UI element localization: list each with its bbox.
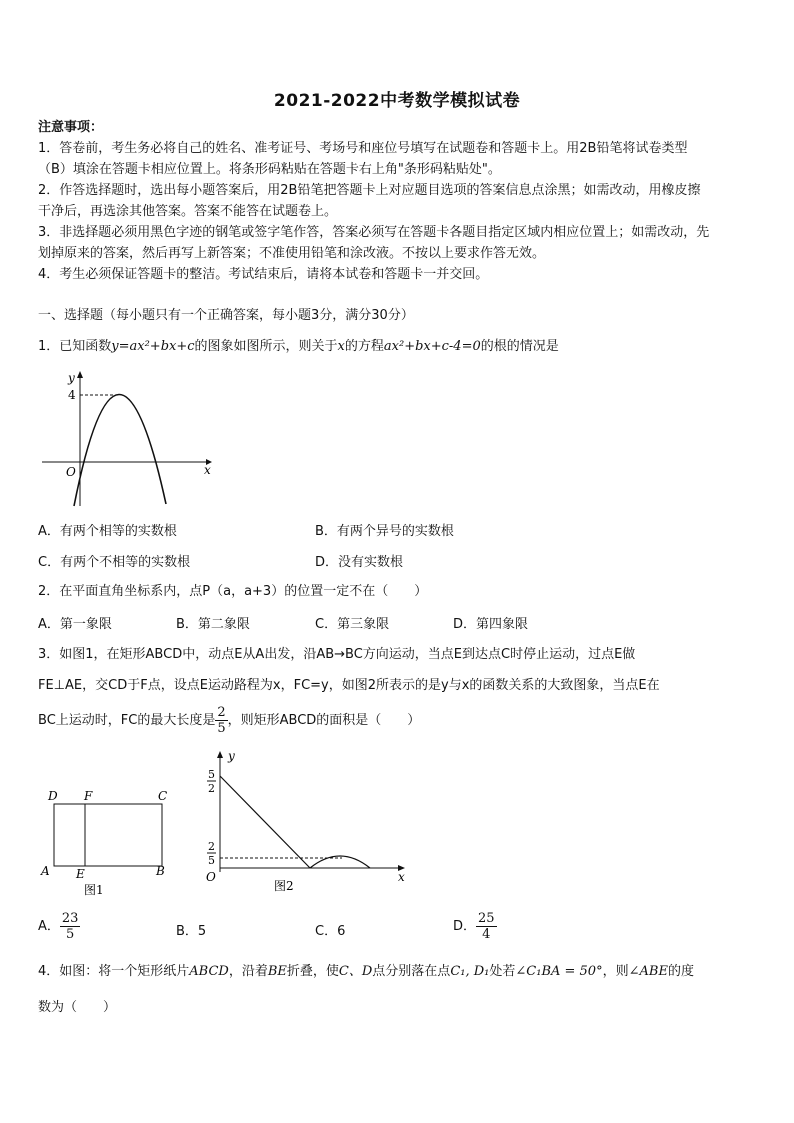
q3-label-a: A bbox=[41, 864, 50, 878]
notice-line-5: 3．非选择题必须用黑色字迹的钢笔或签字笔作答，答案必须写在答题卡各题目指定区域内相应位置上；如需改动，先 bbox=[38, 225, 710, 240]
q3-text-a: BC上运动时，FC的最大长度是 bbox=[38, 713, 216, 728]
q2-option-b[interactable]: B．第二象限 bbox=[176, 617, 250, 632]
q2-option-c[interactable]: C．第三象限 bbox=[315, 617, 390, 632]
question-3-line-2: FE⊥AE，交CD于F点，设点E运动路程为x，FC=y，如图2所表示的是y与x的函数关系的大致图象，当点E在 bbox=[38, 678, 660, 693]
q4-text-a: 4．如图：将一个矩形纸片 bbox=[38, 964, 190, 979]
q1-origin: O bbox=[66, 465, 76, 479]
q1-y-label: y bbox=[68, 371, 75, 385]
q1-tick-4: 4 bbox=[68, 388, 76, 402]
notice-line-3: 2．作答选择题时，选出每小题答案后，用2B铅笔把答题卡上对应题目选项的答案信息点涂黑；如需改动，用橡皮擦 bbox=[38, 183, 701, 198]
q3-fig2-x-label: x bbox=[398, 870, 405, 884]
q4-points-folded: C₁, D₁ bbox=[450, 964, 490, 979]
q3-option-a-fraction bbox=[60, 911, 81, 942]
question-4-line-1 bbox=[38, 962, 760, 982]
q4-shape: ABCD bbox=[189, 964, 229, 979]
page-title: 2021-2022中考数学模拟试卷 bbox=[273, 91, 521, 111]
q3-fig2-y-arrow bbox=[217, 751, 223, 758]
q3-label-b: B bbox=[156, 864, 165, 878]
q1-x-label: x bbox=[204, 463, 211, 477]
q4-text-b: ，沿着 bbox=[228, 964, 268, 979]
q3-fig2-low-num: 2 bbox=[208, 840, 215, 853]
q3-option-d-fraction bbox=[476, 911, 497, 942]
notice-line-4: 干净后，再选涂其他答案。答案不能答在试题卷上。 bbox=[38, 204, 338, 219]
q3-fraction bbox=[215, 705, 227, 736]
q3-label-f: F bbox=[84, 789, 93, 803]
q3-option-d-label: D． bbox=[453, 919, 477, 934]
q3-option-b[interactable]: B．5 bbox=[176, 924, 207, 939]
q3-label-c: C bbox=[158, 789, 168, 803]
q1-text-b: 的图象如图所示，则关于 bbox=[194, 339, 338, 354]
q3-fig2-descending-line bbox=[220, 776, 310, 868]
q1-text-a: 1．已知函数 bbox=[38, 339, 112, 354]
q3-label-e: E bbox=[76, 867, 85, 881]
q3-fig2-origin: O bbox=[206, 870, 216, 884]
question-3-line-3 bbox=[38, 704, 760, 738]
q3-option-c[interactable]: C．6 bbox=[315, 924, 346, 939]
q3-rectangle-abcd bbox=[54, 804, 162, 866]
q3-fraction-num: 2 bbox=[217, 705, 226, 720]
q3-fig2-low-den: 5 bbox=[208, 854, 215, 867]
q1-option-a[interactable]: A．有两个相等的实数根 bbox=[38, 524, 177, 539]
q3-figure-1 bbox=[38, 786, 178, 898]
q3-figure-2 bbox=[198, 748, 416, 898]
q4-points: C、D bbox=[338, 964, 373, 979]
notice-heading: 注意事项： bbox=[38, 120, 104, 135]
q4-angle: ∠C₁BA = 50° bbox=[515, 964, 603, 979]
notice-line-2: （B）填涂在答题卡相应位置上。将条形码粘贴在答题卡右上角"条形码粘贴处"。 bbox=[38, 162, 501, 177]
q1-function: y=ax²+bx+c bbox=[111, 339, 195, 354]
question-2-stem: 2．在平面直角坐标系内，点P（a，a+3）的位置一定不在（ ） bbox=[38, 584, 428, 599]
q3-figure-2-caption: 图2 bbox=[274, 879, 294, 893]
q1-variable: x bbox=[337, 339, 345, 354]
q3-option-d[interactable] bbox=[453, 910, 497, 944]
q4-asked-angle: ∠ABE bbox=[628, 964, 668, 979]
q3-fig2-y-label: y bbox=[228, 749, 235, 763]
q1-y-arrow bbox=[77, 371, 83, 378]
q3-option-d-num: 25 bbox=[478, 911, 495, 926]
question-4-line-2: 数为（ ） bbox=[38, 1000, 117, 1015]
q1-text-c: 的方程 bbox=[344, 339, 384, 354]
q4-text-d: 点分别落在点 bbox=[372, 964, 451, 979]
q3-option-d-den: 4 bbox=[482, 927, 491, 942]
q1-equation: ax²+bx+c-4=0 bbox=[383, 339, 481, 354]
q4-text-c: 折叠，使 bbox=[286, 964, 339, 979]
q3-fig2-top-den: 2 bbox=[208, 782, 215, 795]
q3-option-a-num: 23 bbox=[61, 911, 79, 926]
q3-option-a-label: A． bbox=[38, 919, 60, 934]
q4-text-f: ，则 bbox=[602, 964, 629, 979]
notice-line-6: 划掉原来的答案，然后再写上新答案；不准使用铅笔和涂改液。不按以上要求作答无效。 bbox=[38, 246, 546, 261]
q3-option-a[interactable] bbox=[38, 910, 80, 944]
q3-figure-1-caption: 图1 bbox=[84, 883, 104, 897]
q4-fold-line: BE bbox=[267, 964, 287, 979]
q1-text-d: 的根的情况是 bbox=[480, 339, 559, 354]
q3-option-a-den: 5 bbox=[66, 927, 75, 942]
q1-option-c[interactable]: C．有两个不相等的实数根 bbox=[38, 555, 191, 570]
q2-option-d[interactable]: D．第四象限 bbox=[453, 617, 529, 632]
q4-text-e: 处若 bbox=[489, 964, 516, 979]
q3-text-b: ，则矩形ABCD的面积是（ ） bbox=[227, 713, 421, 728]
question-3-line-1: 3．如图1，在矩形ABCD中，动点E从A出发，沿AB→BC方向运动，当点E到达点C时停止运动，过点E做 bbox=[38, 647, 636, 662]
q3-fig2-top-num: 5 bbox=[208, 768, 215, 781]
q1-parabola-graph bbox=[38, 364, 218, 510]
q3-label-d: D bbox=[48, 789, 58, 803]
question-1-stem bbox=[38, 337, 760, 357]
notice-line-1: 1．答卷前，考生务必将自己的姓名、准考证号、考场号和座位号填写在试题卷和答题卡上。用2B铅笔将试卷类型 bbox=[38, 141, 688, 156]
q2-option-a[interactable]: A．第一象限 bbox=[38, 617, 112, 632]
q3-fraction-den: 5 bbox=[217, 721, 226, 736]
q1-option-b[interactable]: B．有两个异号的实数根 bbox=[315, 524, 454, 539]
q4-text-g: 的度 bbox=[667, 964, 694, 979]
section-heading: 一、选择题（每小题只有一个正确答案，每小题3分，满分30分） bbox=[38, 308, 414, 323]
q1-parabola-curve bbox=[74, 394, 166, 506]
q1-option-d[interactable]: D．没有实数根 bbox=[315, 555, 404, 570]
notice-line-7: 4．考生必须保证答题卡的整洁。考试结束后，请将本试卷和答题卡一并交回。 bbox=[38, 267, 489, 282]
